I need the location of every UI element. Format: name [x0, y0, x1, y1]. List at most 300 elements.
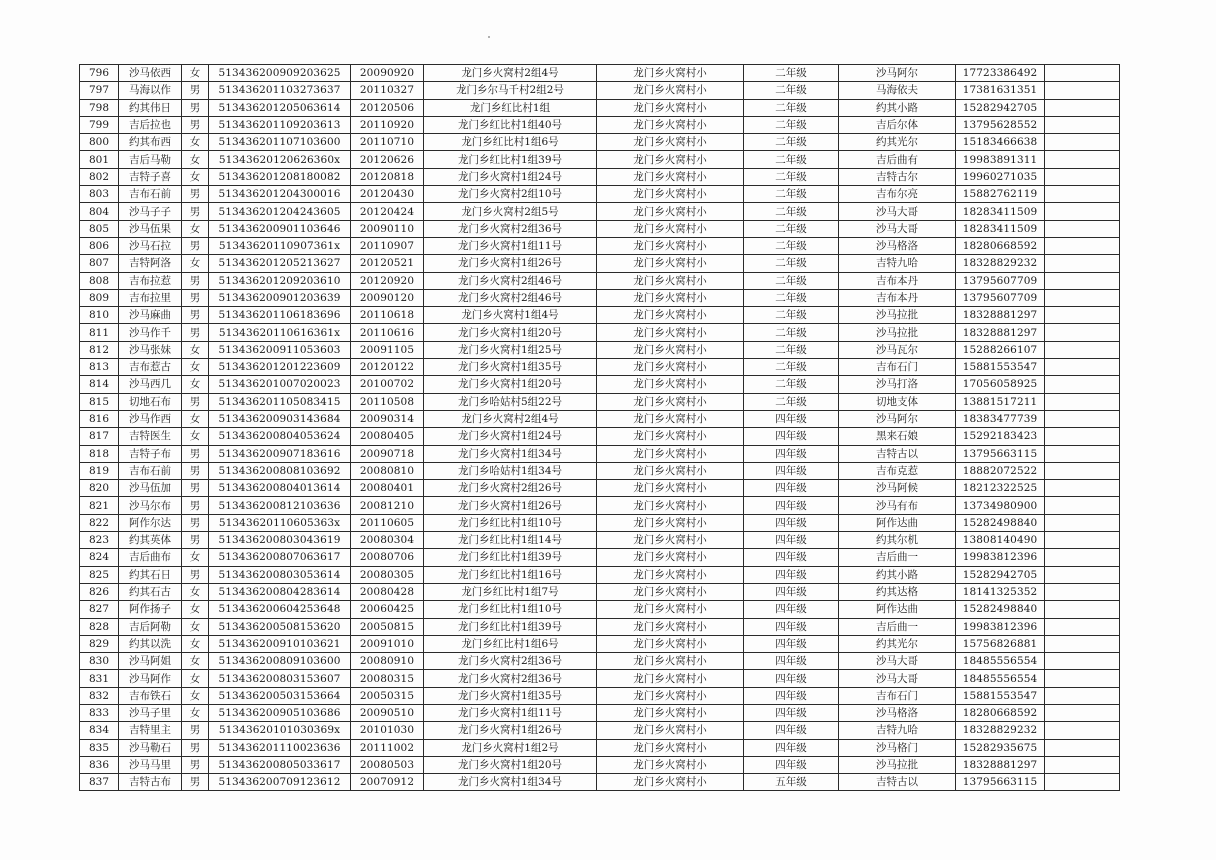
address-cell: 龙门乡哈姑村1组34号	[424, 462, 597, 479]
id-number-cell: 513436201205213627	[209, 255, 351, 272]
gender-cell: 男	[182, 82, 209, 99]
address-cell: 龙门乡火窝村1组20号	[424, 376, 597, 393]
student-name-cell: 沙马尔布	[119, 497, 182, 514]
grade-cell: 二年级	[744, 220, 839, 237]
address-cell: 龙门乡火窝村2组36号	[424, 670, 597, 687]
phone-cell: 15183466638	[956, 134, 1045, 151]
school-cell: 龙门乡火窝村小	[597, 289, 744, 306]
gender-cell: 女	[182, 635, 209, 652]
birth-date-cell: 20081210	[351, 497, 424, 514]
id-number-cell: 513436200805033617	[209, 756, 351, 773]
grade-cell: 四年级	[744, 549, 839, 566]
row-number-cell: 821	[80, 497, 119, 514]
id-number-cell: 513436201109203613	[209, 116, 351, 133]
student-name-cell: 吉布石前	[119, 186, 182, 203]
remarks-cell	[1045, 739, 1120, 756]
student-name-cell: 沙马依西	[119, 65, 182, 82]
id-number-cell: 513436200804283614	[209, 583, 351, 600]
student-name-cell: 沙马阿作	[119, 670, 182, 687]
address-cell: 龙门乡火窝村1组34号	[424, 774, 597, 791]
row-number-cell: 808	[80, 272, 119, 289]
address-cell: 龙门乡火窝村2组4号	[424, 410, 597, 427]
remarks-cell	[1045, 549, 1120, 566]
grade-cell: 二年级	[744, 134, 839, 151]
table-row	[80, 393, 1120, 410]
gender-cell: 女	[182, 255, 209, 272]
student-name-cell: 沙马作西	[119, 410, 182, 427]
birth-date-cell: 20090120	[351, 289, 424, 306]
remarks-cell	[1045, 532, 1120, 549]
guardian-name-cell: 吉特古尔	[839, 168, 956, 185]
guardian-name-cell: 约其小路	[839, 566, 956, 583]
id-number-cell: 513436200804013614	[209, 480, 351, 497]
row-number-cell: 825	[80, 566, 119, 583]
student-name-cell: 阿作尔达	[119, 514, 182, 531]
student-name-cell: 切地石布	[119, 393, 182, 410]
row-number-cell: 828	[80, 618, 119, 635]
row-number-cell: 812	[80, 341, 119, 358]
grade-cell: 四年级	[744, 497, 839, 514]
school-cell: 龙门乡火窝村小	[597, 151, 744, 168]
school-cell: 龙门乡火窝村小	[597, 653, 744, 670]
school-cell: 龙门乡火窝村小	[597, 480, 744, 497]
remarks-cell	[1045, 186, 1120, 203]
guardian-name-cell: 沙马阿尔	[839, 65, 956, 82]
gender-cell: 男	[182, 445, 209, 462]
student-name-cell: 沙马阿姐	[119, 653, 182, 670]
gender-cell: 女	[182, 549, 209, 566]
remarks-cell	[1045, 341, 1120, 358]
phone-cell: 18283411509	[956, 203, 1045, 220]
gender-cell: 男	[182, 116, 209, 133]
row-number-cell: 836	[80, 756, 119, 773]
gender-cell: 女	[182, 410, 209, 427]
remarks-cell	[1045, 653, 1120, 670]
gender-cell: 男	[182, 237, 209, 254]
school-cell: 龙门乡火窝村小	[597, 341, 744, 358]
id-number-cell: 513436201107103600	[209, 134, 351, 151]
phone-cell: 18141325352	[956, 583, 1045, 600]
table-row	[80, 756, 1120, 773]
remarks-cell	[1045, 670, 1120, 687]
grade-cell: 二年级	[744, 359, 839, 376]
grade-cell: 二年级	[744, 82, 839, 99]
remarks-cell	[1045, 82, 1120, 99]
school-cell: 龙门乡火窝村小	[597, 670, 744, 687]
remarks-cell	[1045, 462, 1120, 479]
birth-date-cell: 20080706	[351, 549, 424, 566]
gender-cell: 男	[182, 532, 209, 549]
phone-cell: 18328881297	[956, 756, 1045, 773]
student-name-cell: 吉特古布	[119, 774, 182, 791]
student-name-cell: 沙马子子	[119, 203, 182, 220]
student-name-cell: 吉布石前	[119, 462, 182, 479]
student-name-cell: 吉布惹古	[119, 359, 182, 376]
student-name-cell: 约其伟日	[119, 99, 182, 116]
gender-cell: 女	[182, 220, 209, 237]
school-cell: 龙门乡火窝村小	[597, 704, 744, 721]
table-row	[80, 168, 1120, 185]
table-row	[80, 289, 1120, 306]
remarks-cell	[1045, 99, 1120, 116]
school-cell: 龙门乡火窝村小	[597, 497, 744, 514]
remarks-cell	[1045, 774, 1120, 791]
row-number-cell: 818	[80, 445, 119, 462]
grade-cell: 四年级	[744, 480, 839, 497]
remarks-cell	[1045, 65, 1120, 82]
birth-date-cell: 20060425	[351, 601, 424, 618]
id-number-cell: 51343620110907361x	[209, 237, 351, 254]
address-cell: 龙门乡火窝村2组36号	[424, 653, 597, 670]
phone-cell: 13808140490	[956, 532, 1045, 549]
birth-date-cell: 20110605	[351, 514, 424, 531]
school-cell: 龙门乡火窝村小	[597, 756, 744, 773]
gender-cell: 女	[182, 168, 209, 185]
student-name-cell: 约其英体	[119, 532, 182, 549]
phone-cell: 18485556554	[956, 653, 1045, 670]
phone-cell: 18383477739	[956, 410, 1045, 427]
student-name-cell: 约其以洗	[119, 635, 182, 652]
birth-date-cell: 20080810	[351, 462, 424, 479]
grade-cell: 四年级	[744, 618, 839, 635]
phone-cell: 17381631351	[956, 82, 1045, 99]
row-number-cell: 805	[80, 220, 119, 237]
phone-cell: 18283411509	[956, 220, 1045, 237]
address-cell: 龙门乡红比村1组10号	[424, 514, 597, 531]
school-cell: 龙门乡火窝村小	[597, 428, 744, 445]
gender-cell: 女	[182, 704, 209, 721]
row-number-cell: 804	[80, 203, 119, 220]
birth-date-cell: 20080305	[351, 566, 424, 583]
school-cell: 龙门乡火窝村小	[597, 739, 744, 756]
student-name-cell: 吉布拉惹	[119, 272, 182, 289]
gender-cell: 女	[182, 653, 209, 670]
grade-cell: 二年级	[744, 376, 839, 393]
phone-cell: 18212322525	[956, 480, 1045, 497]
remarks-cell	[1045, 237, 1120, 254]
address-cell: 龙门乡火窝村1组26号	[424, 497, 597, 514]
row-number-cell: 796	[80, 65, 119, 82]
remarks-cell	[1045, 255, 1120, 272]
student-name-cell: 吉特子喜	[119, 168, 182, 185]
birth-date-cell: 20120818	[351, 168, 424, 185]
phone-cell: 18280668592	[956, 704, 1045, 721]
address-cell: 龙门乡红比村1组6号	[424, 134, 597, 151]
address-cell: 龙门乡红比村1组39号	[424, 618, 597, 635]
birth-date-cell: 20120506	[351, 99, 424, 116]
id-number-cell: 513436200905103686	[209, 704, 351, 721]
remarks-cell	[1045, 704, 1120, 721]
id-number-cell: 513436201106183696	[209, 307, 351, 324]
school-cell: 龙门乡火窝村小	[597, 65, 744, 82]
table-row	[80, 324, 1120, 341]
student-name-cell: 沙马勒石	[119, 739, 182, 756]
phone-cell: 18882072522	[956, 462, 1045, 479]
phone-cell: 15282942705	[956, 99, 1045, 116]
remarks-cell	[1045, 428, 1120, 445]
remarks-cell	[1045, 393, 1120, 410]
school-cell: 龙门乡火窝村小	[597, 82, 744, 99]
school-cell: 龙门乡火窝村小	[597, 237, 744, 254]
gender-cell: 男	[182, 774, 209, 791]
school-cell: 龙门乡火窝村小	[597, 462, 744, 479]
grade-cell: 四年级	[744, 601, 839, 618]
birth-date-cell: 20080503	[351, 756, 424, 773]
guardian-name-cell: 吉后曲一	[839, 618, 956, 635]
table-row	[80, 99, 1120, 116]
address-cell: 龙门乡火窝村1组20号	[424, 324, 597, 341]
address-cell: 龙门乡火窝村1组11号	[424, 237, 597, 254]
grade-cell: 四年级	[744, 635, 839, 652]
row-number-cell: 802	[80, 168, 119, 185]
remarks-cell	[1045, 307, 1120, 324]
id-number-cell: 513436200803053614	[209, 566, 351, 583]
gender-cell: 男	[182, 393, 209, 410]
grade-cell: 二年级	[744, 307, 839, 324]
address-cell: 龙门乡火窝村1组25号	[424, 341, 597, 358]
grade-cell: 二年级	[744, 99, 839, 116]
gender-cell: 女	[182, 670, 209, 687]
table-row	[80, 359, 1120, 376]
phone-cell: 19960271035	[956, 168, 1045, 185]
row-number-cell: 832	[80, 687, 119, 704]
birth-date-cell: 20120122	[351, 359, 424, 376]
address-cell: 龙门乡火窝村1组35号	[424, 687, 597, 704]
guardian-name-cell: 吉布石门	[839, 359, 956, 376]
row-number-cell: 837	[80, 774, 119, 791]
remarks-cell	[1045, 272, 1120, 289]
student-name-cell: 沙马西几	[119, 376, 182, 393]
id-number-cell: 513436201110023636	[209, 739, 351, 756]
phone-cell: 13734980900	[956, 497, 1045, 514]
phone-cell: 13795607709	[956, 272, 1045, 289]
school-cell: 龙门乡火窝村小	[597, 255, 744, 272]
grade-cell: 二年级	[744, 289, 839, 306]
row-number-cell: 833	[80, 704, 119, 721]
school-cell: 龙门乡火窝村小	[597, 168, 744, 185]
guardian-name-cell: 吉后曲一	[839, 549, 956, 566]
id-number-cell: 513436200911053603	[209, 341, 351, 358]
row-number-cell: 807	[80, 255, 119, 272]
grade-cell: 四年级	[744, 722, 839, 739]
phone-cell: 13881517211	[956, 393, 1045, 410]
address-cell: 龙门乡红比村1组16号	[424, 566, 597, 583]
phone-cell: 19983812396	[956, 618, 1045, 635]
row-number-cell: 819	[80, 462, 119, 479]
birth-date-cell: 20100702	[351, 376, 424, 393]
birth-date-cell: 20070912	[351, 774, 424, 791]
student-name-cell: 沙马马里	[119, 756, 182, 773]
birth-date-cell: 20120920	[351, 272, 424, 289]
birth-date-cell: 20110907	[351, 237, 424, 254]
table-row	[80, 237, 1120, 254]
gender-cell: 男	[182, 272, 209, 289]
address-cell: 龙门乡火窝村1组4号	[424, 307, 597, 324]
school-cell: 龙门乡火窝村小	[597, 99, 744, 116]
student-name-cell: 沙马伍果	[119, 220, 182, 237]
guardian-name-cell: 沙马瓦尔	[839, 341, 956, 358]
grade-cell: 四年级	[744, 739, 839, 756]
phone-cell: 13795628552	[956, 116, 1045, 133]
birth-date-cell: 20120626	[351, 151, 424, 168]
remarks-cell	[1045, 220, 1120, 237]
birth-date-cell: 20091105	[351, 341, 424, 358]
birth-date-cell: 20120521	[351, 255, 424, 272]
guardian-name-cell: 阿作达曲	[839, 601, 956, 618]
student-name-cell: 沙马石拉	[119, 237, 182, 254]
student-name-cell: 吉后阿勒	[119, 618, 182, 635]
birth-date-cell: 20080428	[351, 583, 424, 600]
gender-cell: 女	[182, 583, 209, 600]
school-cell: 龙门乡火窝村小	[597, 116, 744, 133]
table-row	[80, 583, 1120, 600]
birth-date-cell: 20090718	[351, 445, 424, 462]
id-number-cell: 513436200812103636	[209, 497, 351, 514]
id-number-cell: 513436200901103646	[209, 220, 351, 237]
id-number-cell: 51343620110605363x	[209, 514, 351, 531]
table-row	[80, 255, 1120, 272]
id-number-cell: 513436200808103692	[209, 462, 351, 479]
phone-cell: 15881553547	[956, 687, 1045, 704]
table-row	[80, 722, 1120, 739]
address-cell: 龙门乡火窝村2组5号	[424, 203, 597, 220]
grade-cell: 四年级	[744, 670, 839, 687]
gender-cell: 男	[182, 722, 209, 739]
remarks-cell	[1045, 359, 1120, 376]
phone-cell: 18485556554	[956, 670, 1045, 687]
row-number-cell: 830	[80, 653, 119, 670]
phone-cell: 15292183423	[956, 428, 1045, 445]
school-cell: 龙门乡火窝村小	[597, 203, 744, 220]
phone-cell: 19983891311	[956, 151, 1045, 168]
id-number-cell: 51343620101030369x	[209, 722, 351, 739]
guardian-name-cell: 吉特古以	[839, 445, 956, 462]
row-number-cell: 797	[80, 82, 119, 99]
gender-cell: 男	[182, 99, 209, 116]
address-cell: 龙门乡火窝村1组26号	[424, 255, 597, 272]
school-cell: 龙门乡火窝村小	[597, 687, 744, 704]
student-name-cell: 吉特医生	[119, 428, 182, 445]
guardian-name-cell: 黑来石娘	[839, 428, 956, 445]
table-row	[80, 653, 1120, 670]
student-name-cell: 约其布西	[119, 134, 182, 151]
address-cell: 龙门乡火窝村2组10号	[424, 186, 597, 203]
guardian-name-cell: 沙马打洛	[839, 376, 956, 393]
row-number-cell: 806	[80, 237, 119, 254]
phone-cell: 13795663115	[956, 774, 1045, 791]
school-cell: 龙门乡火窝村小	[597, 722, 744, 739]
gender-cell: 女	[182, 687, 209, 704]
address-cell: 龙门乡火窝村1组24号	[424, 168, 597, 185]
remarks-cell	[1045, 687, 1120, 704]
remarks-cell	[1045, 566, 1120, 583]
student-name-cell: 马海以作	[119, 82, 182, 99]
guardian-name-cell: 约其光尔	[839, 134, 956, 151]
guardian-name-cell: 沙马阿尔	[839, 410, 956, 427]
table-row	[80, 514, 1120, 531]
remarks-cell	[1045, 324, 1120, 341]
school-cell: 龙门乡火窝村小	[597, 376, 744, 393]
table-row	[80, 134, 1120, 151]
gender-cell: 男	[182, 497, 209, 514]
row-number-cell: 827	[80, 601, 119, 618]
birth-date-cell: 20120430	[351, 186, 424, 203]
row-number-cell: 817	[80, 428, 119, 445]
id-number-cell: 51343620120626360x	[209, 151, 351, 168]
phone-cell: 13795663115	[956, 445, 1045, 462]
table-row	[80, 774, 1120, 791]
guardian-name-cell: 沙马格洛	[839, 704, 956, 721]
remarks-cell	[1045, 756, 1120, 773]
address-cell: 龙门乡火窝村1组26号	[424, 722, 597, 739]
guardian-name-cell: 马海依夫	[839, 82, 956, 99]
guardian-name-cell: 约其光尔	[839, 635, 956, 652]
id-number-cell: 513436200903143684	[209, 410, 351, 427]
school-cell: 龙门乡火窝村小	[597, 272, 744, 289]
table-row	[80, 428, 1120, 445]
school-cell: 龙门乡火窝村小	[597, 514, 744, 531]
row-number-cell: 799	[80, 116, 119, 133]
gender-cell: 男	[182, 756, 209, 773]
remarks-cell	[1045, 722, 1120, 739]
table-row	[80, 532, 1120, 549]
row-number-cell: 822	[80, 514, 119, 531]
grade-cell: 四年级	[744, 653, 839, 670]
row-number-cell: 814	[80, 376, 119, 393]
table-row	[80, 601, 1120, 618]
student-name-cell: 吉后曲布	[119, 549, 182, 566]
table-row	[80, 445, 1120, 462]
guardian-name-cell: 沙马格洛	[839, 237, 956, 254]
grade-cell: 四年级	[744, 704, 839, 721]
id-number-cell: 513436201007020023	[209, 376, 351, 393]
phone-cell: 15282935675	[956, 739, 1045, 756]
table-row	[80, 566, 1120, 583]
row-number-cell: 815	[80, 393, 119, 410]
remarks-cell	[1045, 601, 1120, 618]
guardian-name-cell: 沙马大哥	[839, 220, 956, 237]
address-cell: 龙门乡红比村1组14号	[424, 532, 597, 549]
student-name-cell: 沙马作千	[119, 324, 182, 341]
table-row	[80, 272, 1120, 289]
student-name-cell: 吉后马勒	[119, 151, 182, 168]
guardian-name-cell: 沙马有布	[839, 497, 956, 514]
guardian-name-cell: 约其尔机	[839, 532, 956, 549]
student-name-cell: 吉特阿洛	[119, 255, 182, 272]
id-number-cell: 513436201105083415	[209, 393, 351, 410]
grade-cell: 五年级	[744, 774, 839, 791]
grade-cell: 四年级	[744, 410, 839, 427]
row-number-cell: 813	[80, 359, 119, 376]
student-name-cell: 吉后拉也	[119, 116, 182, 133]
birth-date-cell: 20090110	[351, 220, 424, 237]
id-number-cell: 513436200508153620	[209, 618, 351, 635]
remarks-cell	[1045, 583, 1120, 600]
table-row	[80, 116, 1120, 133]
address-cell: 龙门乡火窝村2组36号	[424, 220, 597, 237]
grade-cell: 四年级	[744, 687, 839, 704]
birth-date-cell: 20080405	[351, 428, 424, 445]
id-number-cell: 513436201201223609	[209, 359, 351, 376]
student-name-cell: 吉特子布	[119, 445, 182, 462]
guardian-name-cell: 阿作达曲	[839, 514, 956, 531]
birth-date-cell: 20080401	[351, 480, 424, 497]
address-cell: 龙门乡红比村1组	[424, 99, 597, 116]
table-row	[80, 410, 1120, 427]
address-cell: 龙门乡火窝村1组2号	[424, 739, 597, 756]
row-number-cell: 810	[80, 307, 119, 324]
phone-cell: 17056058925	[956, 376, 1045, 393]
